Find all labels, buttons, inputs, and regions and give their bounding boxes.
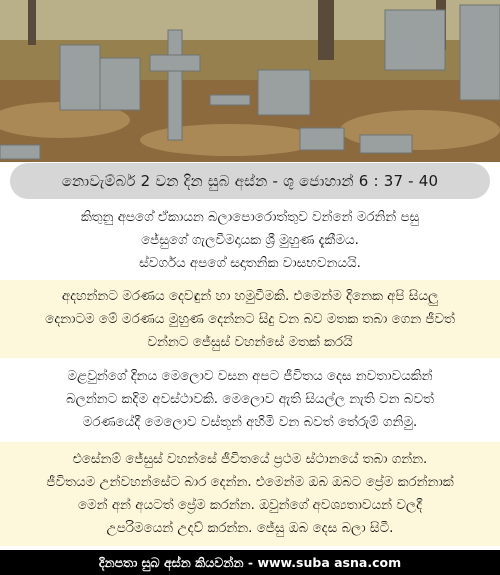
paragraph-line: බලන්නට කදිම අවස්ථාවකි. මෙලොව ඇති සියල්ල නැති වන බවත් xyxy=(66,391,434,407)
paragraph-line: මෙන් අන් අයටත් ප්‍රේම කරන්න. ඔවුන්ගේ අවශ්‍යතාවයන් වලදී xyxy=(77,498,423,513)
paragraph-line: ස්වර්ගය අපගේ සදාතනික වාසභවනයයි. xyxy=(139,255,361,271)
cemetery-photo xyxy=(0,0,500,162)
paragraph-line: දෙනාටම මේ මරණය මුහුණ දෙන්නට සිදු වන බව මතක තබා ගෙන ජීවත් xyxy=(45,311,455,327)
reflection-paragraph-3 xyxy=(0,362,500,436)
paragraph-line: කිතුනු අපගේ ඒකායන බලාපොරොත්තුව වන්නේ මරනින් පසු xyxy=(80,209,420,225)
reflection-paragraph-2 xyxy=(0,280,500,358)
paragraph-line: ජේසුගේ ගැලවීමදායක ශ්‍රී මුහුණ දැකීමය. xyxy=(141,232,359,248)
paragraph-line: මරණයේදී මෙලොව වස්තූන් අහිමි වන බවත් තේරුම් ගනිමු. xyxy=(82,414,418,430)
reflection-paragraph-4 xyxy=(0,442,500,546)
paragraph-line: උපරිමයෙන් උදව් කරන්න. ජේසු ඔබ දෙස බලා සිටී. xyxy=(106,521,394,536)
reading-title: නොවැම්බර් 2 වන දින සුබ අස්න - ශු ජොහාන් 6 : 37 - 40 xyxy=(10,163,490,199)
paragraph-line: එසේනම් ජේසුස් වහන්සේ ජීවිතයේ ප්‍රථම ස්ථානයේ තබා ගන්න. xyxy=(72,452,428,467)
paragraph-line: වන්නට ජේසුස් වහන්සේ මතක් කරයි xyxy=(147,334,353,350)
paragraph-line: ජීවිතයම උන්වහන්සේට බාර දෙන්න. එමෙන්ම ඔබ ඔබට ප්‍රේම කරන්නාක් xyxy=(46,475,454,490)
paragraph-line: අදහන්නට මරණය දෙවඳුන් හා හමුවීමකි. එමෙන්ම දිනෙක අපි සියලු xyxy=(61,288,439,304)
footer-website-banner: දිනපතා සුබ අස්න කියවන්න - www.suba asna.com xyxy=(0,550,500,575)
reflection-paragraph-1 xyxy=(0,204,500,276)
paragraph-line: මළවුන්ගේ දිනය මෙලොව වසන අපට ජීවිතය දෙස නවතාවයකින් xyxy=(67,368,433,384)
